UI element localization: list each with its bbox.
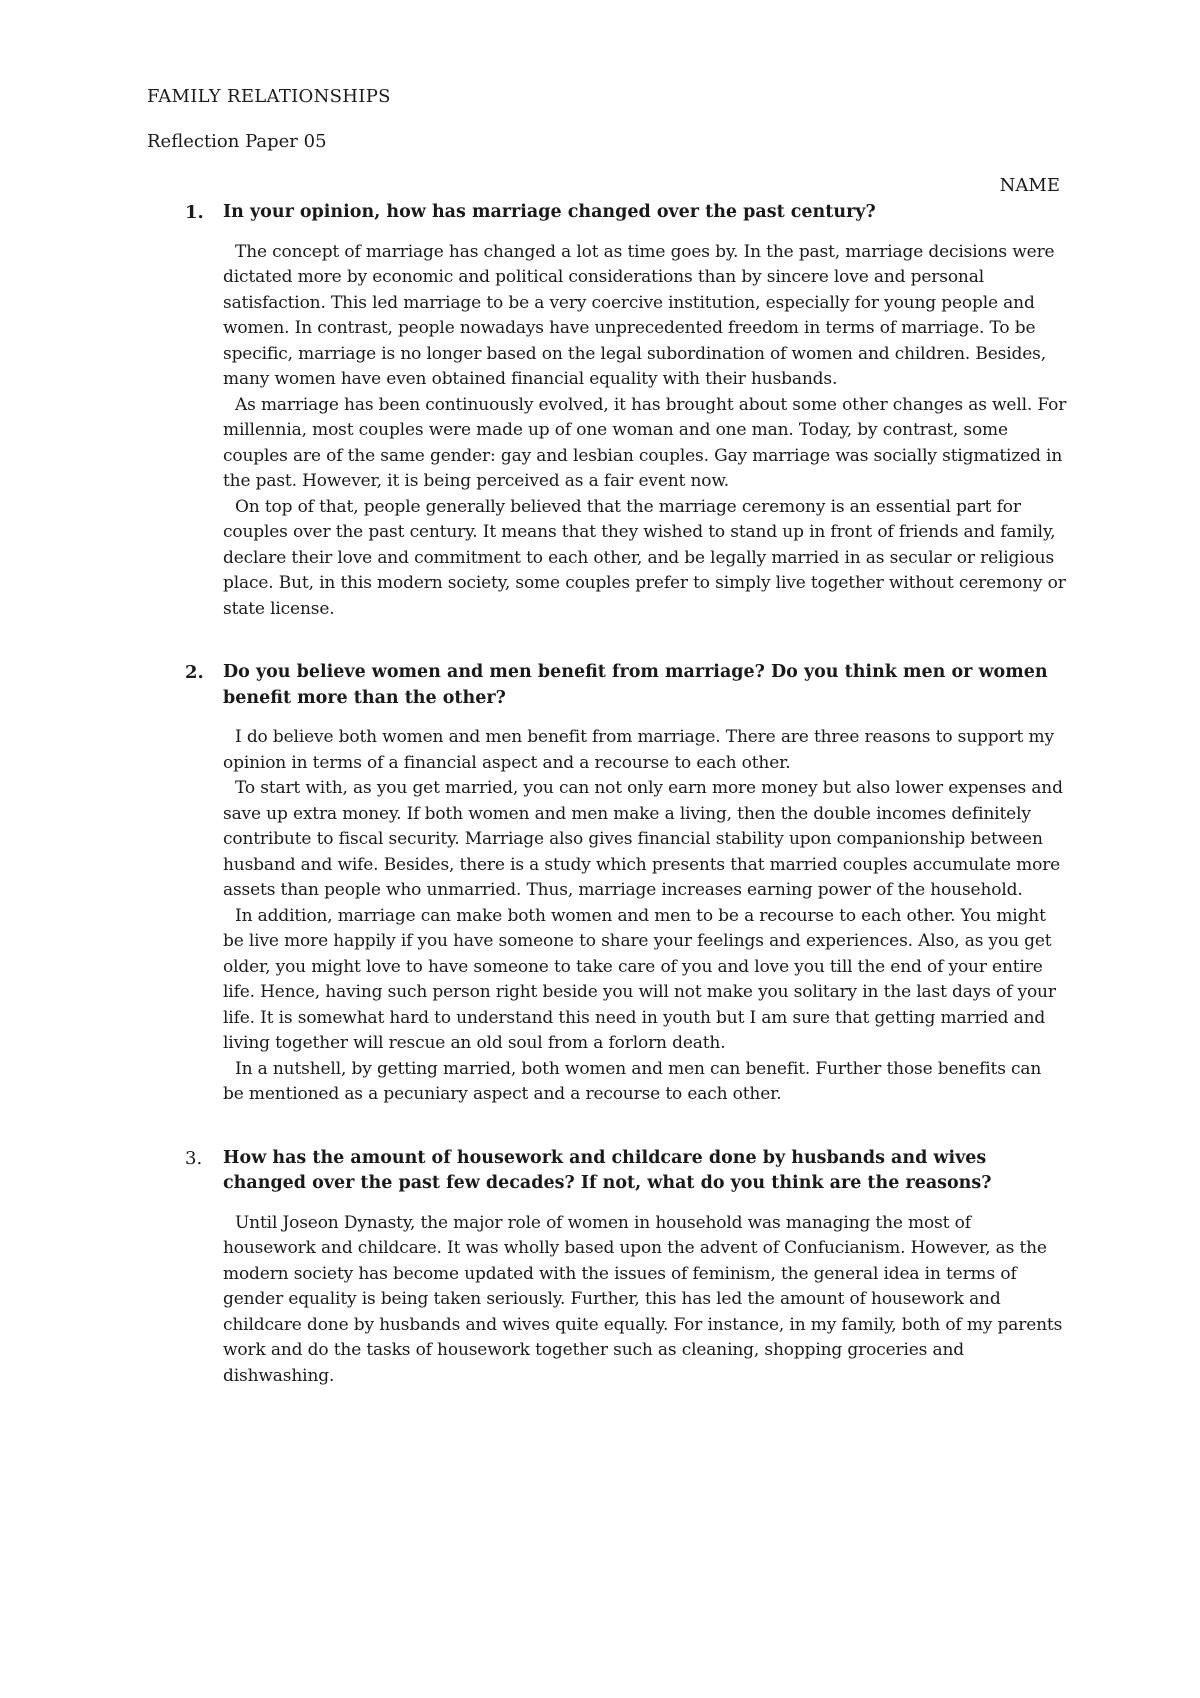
question-number: 3. <box>185 1147 203 1169</box>
answer-paragraph: I do believe both women and men benefit from marriage. There are three reasons to support my opinion in terms of a financial aspect and a recourse to each other. <box>223 727 1054 773</box>
answer-paragraph: Until Joseon Dynasty, the major role of women in household was managing the most of housework and childcare. It was wholly based upon the advent of Confucianism. However, as the modern society has become updated with the issues of feminism, the general idea in terms of gender equality is being taken seriously. Further, this has led the amount of housework and childcare done by husbands and wives quite equally. For instance, in my family, both of my parents work and do the tasks of housework together such as cleaning, shopping groceries and dishwashing. <box>223 1212 1063 1386</box>
answer-paragraph: In a nutshell, by getting married, both women and men can benefit. Further those benefits can be mentioned as a pecuniary aspect and a recourse to each other. <box>223 1058 1042 1104</box>
question-list <box>147 200 1067 1389</box>
question-number: 1. <box>185 202 204 223</box>
paper-label: Reflection Paper 05 <box>147 131 327 152</box>
question-2 <box>147 660 1067 1108</box>
name-label: NAME <box>999 175 1060 196</box>
question-text: In your opinion, how has marriage changed over the past century? <box>223 202 876 222</box>
answer-paragraph: In addition, marriage can make both women and men to be a recourse to each other. You might be live more happily if you have someone to share your feelings and experiences. Also, as you get older, you might love to have someone to take care of you and love you till the end of your entire life. Hence, having such person right beside you will not make you solitary in the last days of your life. It is somewhat hard to understand this need in youth but I am sure that getting married and living together will rescue an old soul from a forlorn death. <box>223 905 1056 1053</box>
answer-body <box>223 1211 1067 1390</box>
question-1 <box>147 200 1067 622</box>
answer-paragraph: As marriage has been continuously evolved, it has brought about some other changes as well. For millennia, most couples were made up of one woman and one man. Today, by contrast, some couples are of the same gender: gay and lesbian couples. Gay marriage was socially stigmatized in the past. However, it is being perceived as a fair event now. <box>223 394 1067 491</box>
course-title: FAMILY RELATIONSHIPS <box>147 86 391 107</box>
answer-body <box>223 725 1067 1108</box>
answer-paragraph: The concept of marriage has changed a lot as time goes by. In the past, marriage decisions were dictated more by economic and political considerations than by sincere love and personal satisfaction. This led marriage to be a very coercive institution, especially for young people and women. In contrast, people nowadays have unprecedented freedom in terms of marriage. To be specific, marriage is no longer based on the legal subordination of women and children. Besides, many women have even obtained financial equality with their husbands. <box>223 241 1055 389</box>
question-number: 2. <box>185 662 204 683</box>
question-3 <box>147 1146 1067 1390</box>
answer-paragraph: To start with, as you get married, you can not only earn more money but also lower expenses and save up extra money. If both women and men make a living, then the double incomes definitely contribute to fiscal security. Marriage also gives financial stability upon companionship between husband and wife. Besides, there is a study which presents that married couples accumulate more assets than people who unmarried. Thus, marriage increases earning power of the household. <box>223 778 1063 900</box>
question-text: Do you believe women and men benefit from marriage? Do you think men or women benefit more than the other? <box>223 662 1048 708</box>
answer-paragraph: On top of that, people generally believed that the marriage ceremony is an essential part for couples over the past century. It means that they wished to stand up in front of friends and family, declare their love and commitment to each other, and be legally married in as secular or religious place. But, in this modern society, some couples prefer to simply live together without ceremony or state license. <box>223 496 1066 619</box>
question-text: How has the amount of housework and childcare done by husbands and wives changed over the past few decades? If not, what do you think are the reasons? <box>223 1147 992 1193</box>
answer-body <box>223 240 1067 623</box>
